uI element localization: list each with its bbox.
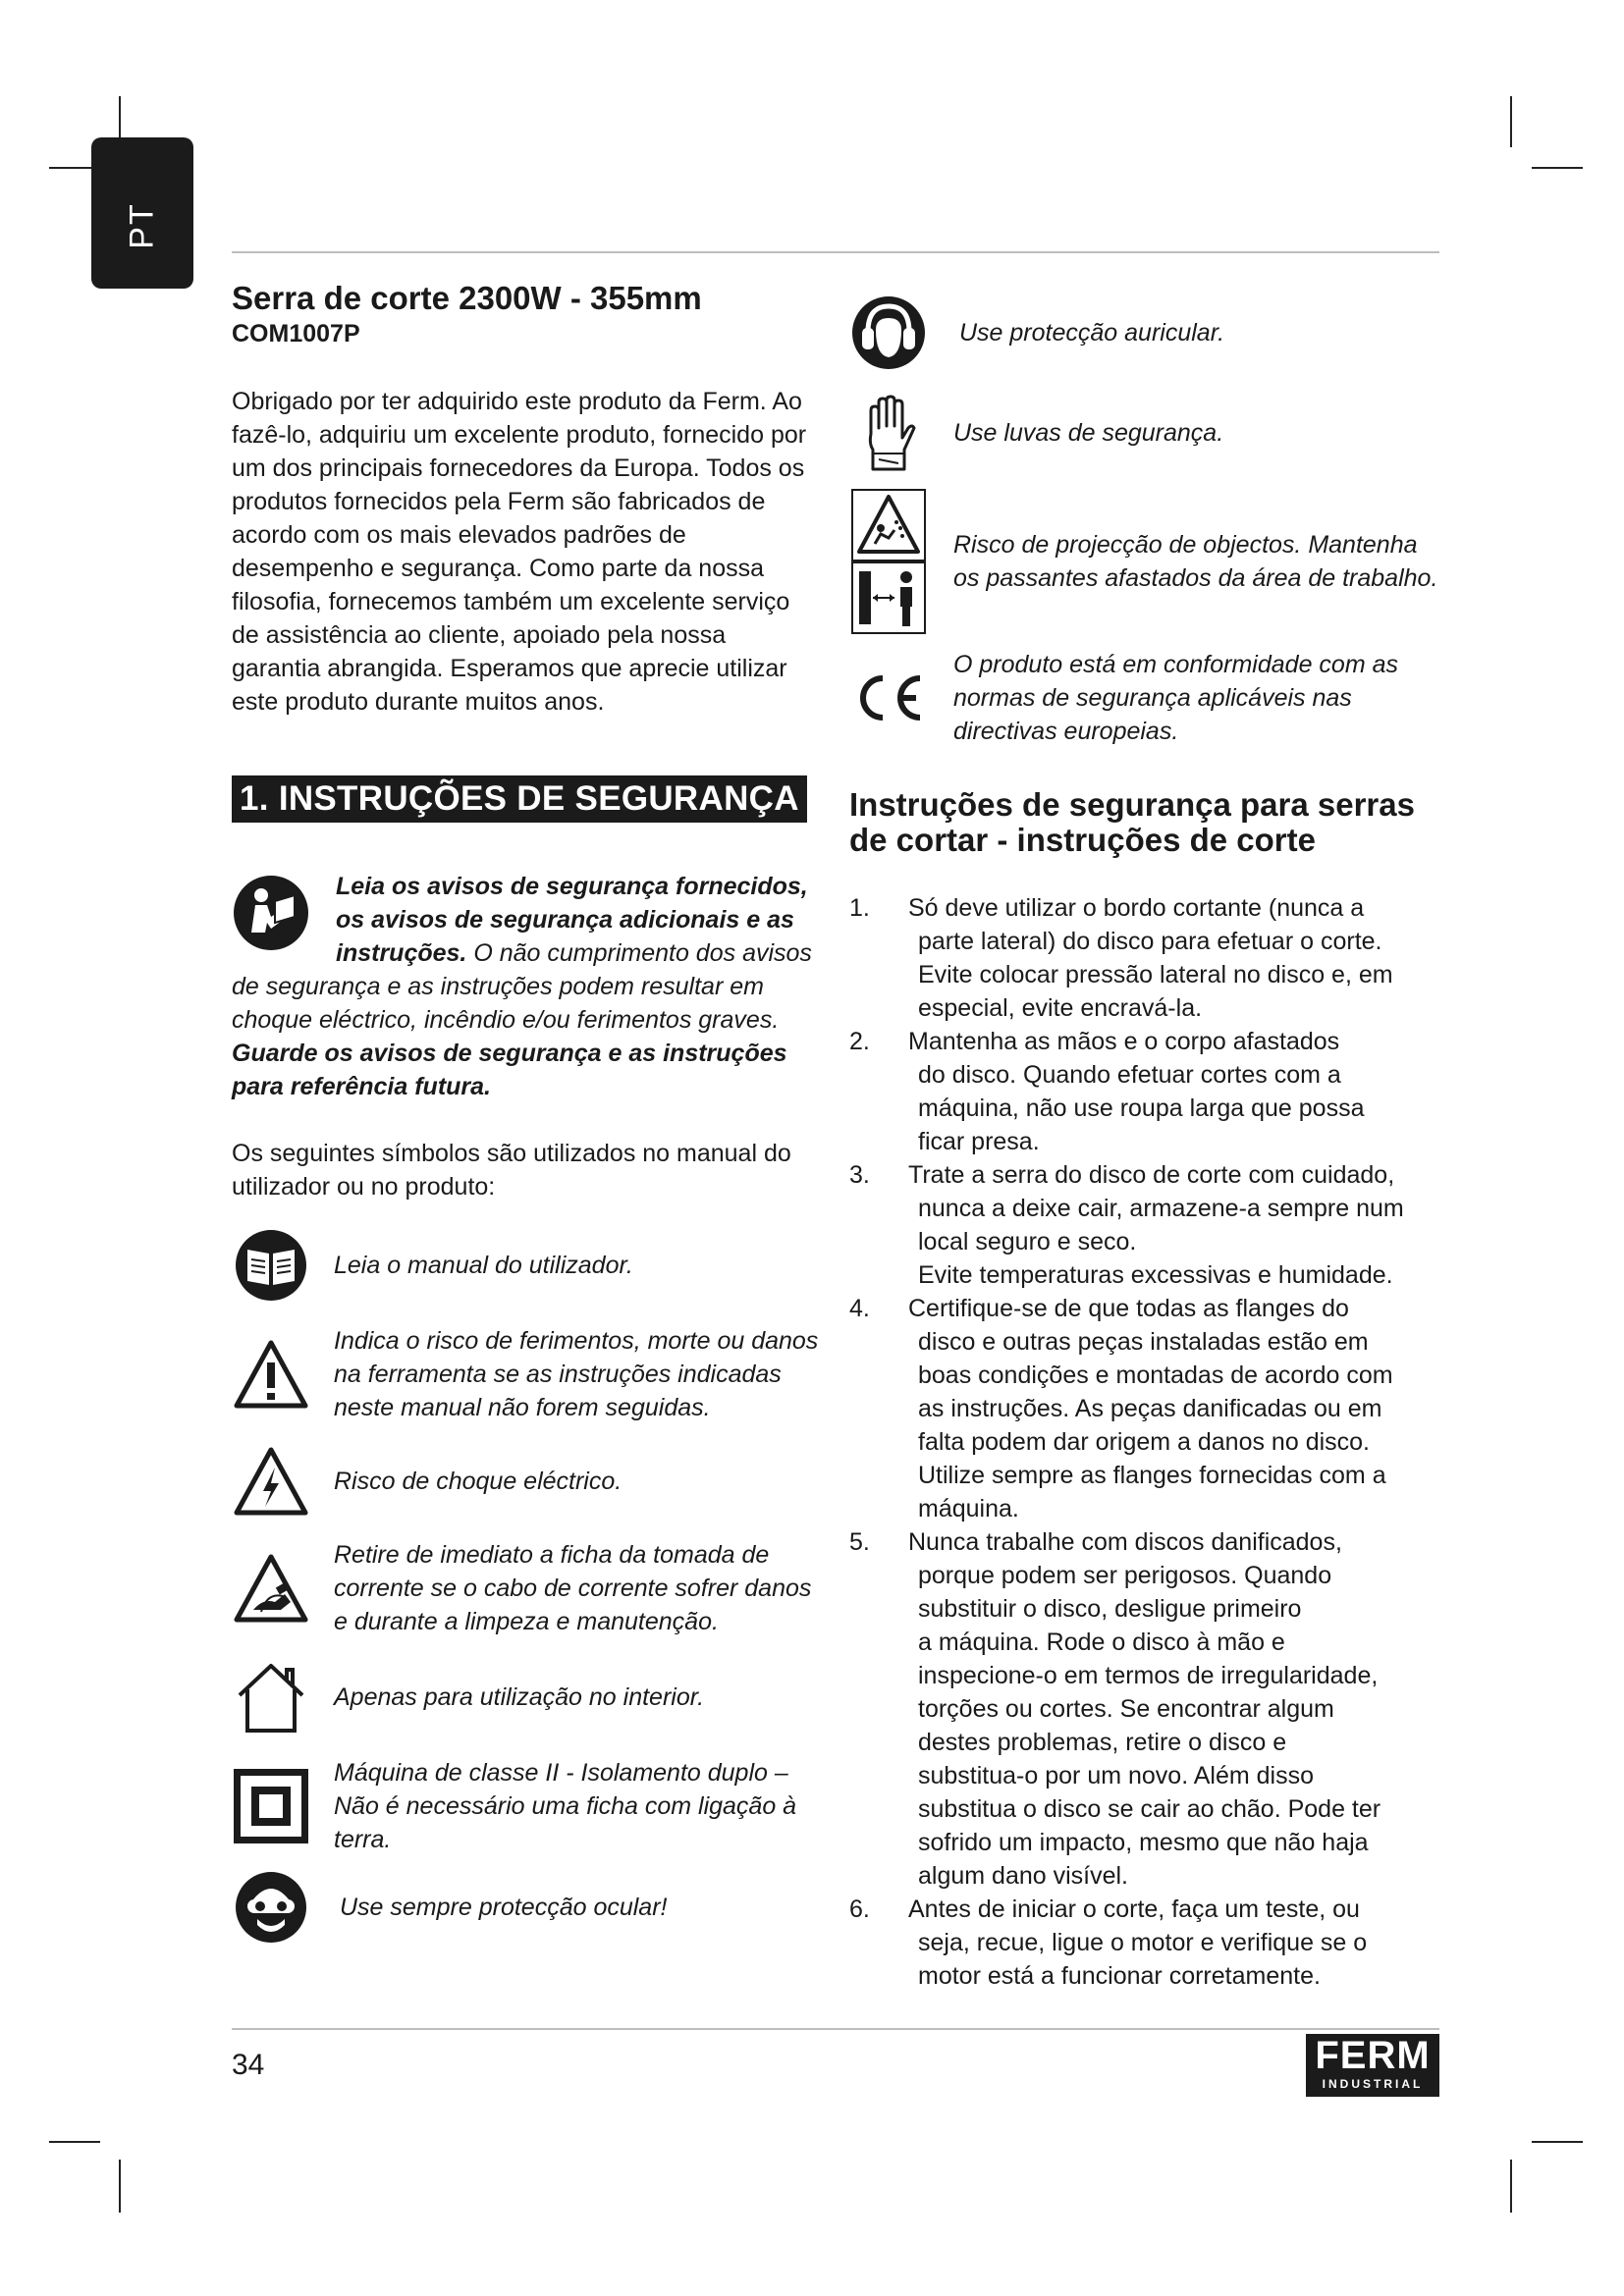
symbol-text: Use protecção auricular. [959, 319, 1225, 347]
list-item [849, 1025, 1448, 1158]
list-item-line: especial, evite encravá-la. [918, 994, 1203, 1022]
ear-protection-icon [850, 294, 927, 371]
symbols-intro: Os seguintes símbolos são utilizados no manual do utilizador ou no produto: [232, 1140, 791, 1201]
keep-distance-icon [851, 561, 926, 634]
list-item-line: porque podem ser perigosos. Quando [918, 1562, 1332, 1589]
warning-triangle-icon [234, 1339, 308, 1410]
list-item-line: substitua o disco se cair ao chão. Pode ter [918, 1795, 1381, 1823]
list-item-number: 2. [849, 1028, 870, 1055]
logo-sub-text: INDUSTRIAL [1322, 2077, 1424, 2091]
logo-main-text: FERM [1315, 2034, 1431, 2077]
model-code: COM1007P [232, 320, 360, 347]
list-item-line: torções ou cortes. Se encontrar algum [918, 1695, 1334, 1723]
list-item-line: nunca a deixe cair, armazene-a sempre num [918, 1195, 1404, 1222]
indoor-use-icon [234, 1660, 308, 1735]
bottom-rule [232, 2028, 1439, 2030]
right-column [849, 275, 1448, 1993]
symbol-row [232, 1538, 821, 1638]
symbol-text: Use sempre protecção ocular! [340, 1894, 668, 1921]
list-item-line: ficar presa. [918, 1128, 1040, 1155]
language-tab-label: PT [123, 202, 161, 249]
gloves-icon [859, 395, 918, 471]
list-item-line: substitua-o por um novo. Além disso [918, 1762, 1314, 1789]
symbol-text: Retire de imediato a ficha da tomada de corrente se o cabo de corrente sofrer danos e durante a limpeza e manutenção. [334, 1541, 812, 1635]
list-item-line: local seguro e seco. [918, 1228, 1137, 1255]
top-rule [232, 251, 1439, 253]
list-item-line: Mantenha as mãos e o corpo afastados [908, 1028, 1340, 1055]
list-item-line: máquina, não use roupa larga que possa [918, 1095, 1365, 1122]
list-item [849, 1292, 1448, 1525]
symbol-row [849, 489, 1448, 634]
list-item-line: substituir o disco, desligue primeiro [918, 1595, 1302, 1623]
unplug-icon [234, 1553, 308, 1624]
crop-mark [119, 2160, 121, 2213]
list-item-line: Certifique-se de que todas as flanges do [908, 1295, 1349, 1322]
list-item-number: 3. [849, 1161, 870, 1189]
list-item-line: as instruções. As peças danificadas ou em [918, 1395, 1382, 1422]
cutting-instructions-list [849, 891, 1448, 1993]
ce-mark-icon [849, 670, 928, 725]
symbol-text: Risco de choque eléctrico. [334, 1468, 623, 1495]
symbol-text: Máquina de classe II - Isolamento duplo – Não é necessário uma ficha com ligação à terra. [334, 1759, 797, 1853]
list-item [849, 1893, 1448, 1993]
list-item-line: Evite temperaturas excessivas e humidade. [918, 1261, 1393, 1289]
list-item-number: 4. [849, 1295, 870, 1322]
list-item-line: máquina. [918, 1495, 1019, 1522]
list-item-line: Trate a serra do disco de corte com cuidado, [908, 1161, 1395, 1189]
list-item-line: Evite colocar pressão lateral no disco e, em [918, 961, 1393, 988]
list-item-number: 6. [849, 1896, 870, 1923]
ferm-logo [1306, 2034, 1439, 2097]
symbol-text: Apenas para utilização no interior. [334, 1683, 705, 1711]
section-heading-safety: 1. INSTRUÇÕES DE SEGURANÇA [232, 775, 807, 823]
flying-objects-icon [851, 489, 926, 561]
crop-mark [1532, 2141, 1583, 2143]
symbol-text: Indica o risco de ferimentos, morte ou danos na ferramenta se as instruções indicadas neste manual não forem seguidas. [334, 1327, 819, 1421]
intro-paragraph: Obrigado por ter adquirido este produto da Ferm. Ao fazê-lo, adquiriu um excelente produto, fornecido por um dos principais fornecedores da Europa. Todos os produtos fornecidos pela Ferm são fabricados de acordo com os mais elevados padrões de desempenho e segurança. Como parte da nossa filosofia, fornecemos também um excelente serviço de assistência ao cliente, apoiado pela nossa garantia abrangida. Esperamos que aprecie utilizar este produto durante muitos anos. [232, 388, 807, 716]
read-manual-icon [234, 1228, 308, 1303]
list-item-line: Antes de iniciar o corte, faça um teste, ou [908, 1896, 1360, 1923]
document-title: Serra de corte 2300W - 355mm [232, 280, 702, 316]
list-item-line: sofrido um impacto, mesmo que não haja [918, 1829, 1369, 1856]
list-item-line: algum dano visível. [918, 1862, 1129, 1890]
list-item-line: a máquina. Rode o disco à mão e [918, 1629, 1285, 1656]
symbol-text: Risco de projecção de objectos. Mantenha os passantes afastados da área de trabalho. [953, 531, 1438, 592]
symbol-text: Leia o manual do utilizador. [334, 1252, 633, 1279]
read-instructions-icon [232, 874, 310, 952]
list-item-line: Só deve utilizar o bordo cortante (nunca a [908, 894, 1365, 922]
list-item-line: inspecione-o em termos de irregularidade, [918, 1662, 1379, 1689]
symbol-row [232, 1660, 821, 1735]
list-item-number: 1. [849, 894, 870, 922]
class-ii-icon [234, 1769, 308, 1843]
eye-protection-icon [234, 1870, 308, 1945]
language-tab [91, 137, 193, 289]
crop-mark [1532, 167, 1583, 169]
crop-mark [1510, 2160, 1512, 2213]
list-item-line: do disco. Quando efetuar cortes com a [918, 1061, 1341, 1089]
general-warning [232, 870, 821, 1103]
symbol-row [849, 294, 1448, 371]
list-item-line: disco e outras peças instaladas estão em [918, 1328, 1369, 1356]
list-item [849, 891, 1448, 1025]
section-heading-cutting: Instruções de segurança para serras de cortar - instruções de corte [849, 786, 1415, 858]
list-item-line: seja, recue, ligue o motor e verifique se o [918, 1929, 1368, 1956]
list-item-line: Nunca trabalhe com discos danificados, [908, 1528, 1342, 1556]
electric-shock-icon [234, 1446, 308, 1517]
symbol-row [232, 1324, 821, 1424]
symbol-row [232, 1228, 821, 1303]
crop-mark [49, 2141, 100, 2143]
list-item-line: motor está a funcionar corretamente. [918, 1962, 1321, 1990]
crop-mark [1510, 96, 1512, 147]
list-item-line: destes problemas, retire o disco e [918, 1729, 1287, 1756]
symbol-text: Use luvas de segurança. [953, 419, 1224, 447]
symbol-row [232, 1870, 821, 1945]
list-item-line: boas condições e montadas de acordo com [918, 1362, 1393, 1389]
list-item-line: falta podem dar origem a danos no disco. [918, 1428, 1370, 1456]
warning-bold-keep: Guarde os avisos de segurança e as instruções para referência futura. [232, 1040, 787, 1100]
warning-text: O não cumprimento dos avisos de segurança e as instruções podem resultar em choque eléctrico, incêndio e/ou ferimentos graves. [232, 939, 812, 1034]
list-item-number: 5. [849, 1528, 870, 1556]
list-item [849, 1158, 1448, 1292]
symbol-row [849, 395, 1448, 471]
list-item [849, 1525, 1448, 1893]
symbol-row [232, 1756, 821, 1856]
left-column [232, 275, 821, 1945]
symbol-row [232, 1446, 821, 1517]
list-item-line: parte lateral) do disco para efetuar o corte. [918, 928, 1382, 955]
warning-bold-read: Leia os avisos de segurança fornecidos, os avisos de segurança adicionais e as instruções. [336, 873, 808, 967]
page-number: 34 [232, 2049, 265, 2081]
symbol-row [849, 648, 1448, 748]
list-item-line: Utilize sempre as flanges fornecidas com a [918, 1462, 1386, 1489]
symbol-text: O produto está em conformidade com as normas de segurança aplicáveis nas directivas europeias. [953, 651, 1399, 745]
